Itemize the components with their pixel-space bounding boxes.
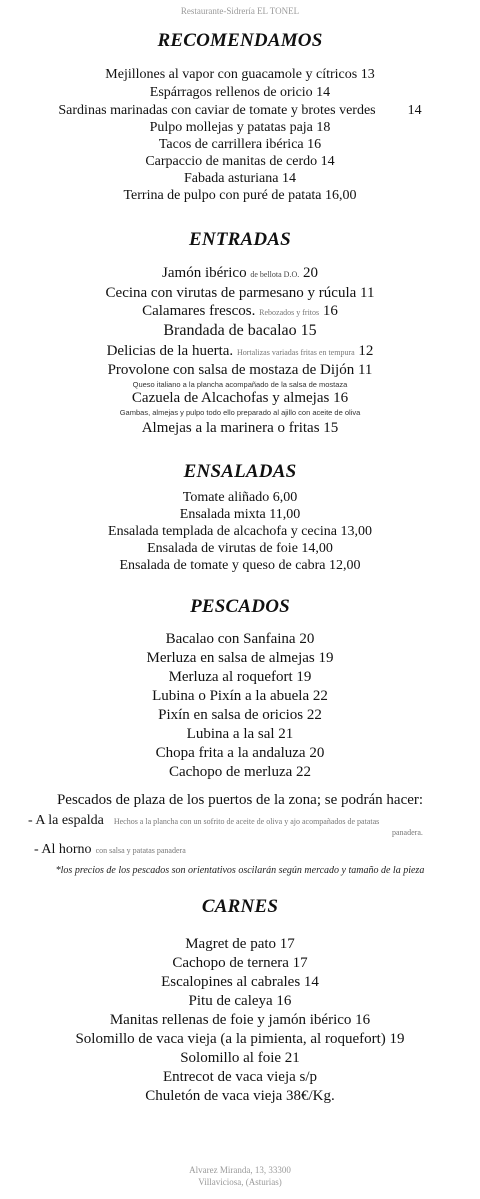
menu-item-calamares xyxy=(0,303,480,320)
section-title-ensaladas: ENSALADAS xyxy=(183,461,297,482)
menu-item: Lubina a la sal 21 xyxy=(186,726,294,742)
menu-item: Merluza al roquefort 19 xyxy=(168,669,312,685)
menu-item-name: Calamares frescos. xyxy=(142,303,256,319)
preparation-note: con salsa y patatas panadera xyxy=(95,846,186,855)
menu-item: Provolone con salsa de mostaza de Dijón 11 xyxy=(107,362,373,378)
menu-item: Terrina de pulpo con puré de patata 16,00 xyxy=(123,188,357,203)
menu-item: Espárragos rellenos de oricio 14 xyxy=(149,85,331,100)
menu-item: Cazuela de Alcachofas y almejas 16 xyxy=(131,390,349,406)
menu-item: Solomillo al foie 21 xyxy=(180,1050,300,1066)
menu-item: Pixín en salsa de oricios 22 xyxy=(158,707,322,723)
preparation-name: - Al horno xyxy=(34,842,92,857)
pescados-horno-line xyxy=(34,840,186,858)
menu-item: Manitas rellenas de foie y jamón ibérico 16 xyxy=(109,1012,371,1028)
menu-item: Tomate aliñado 6,00 xyxy=(182,490,298,505)
menu-item: Cachopo de merluza 22 xyxy=(168,764,312,780)
menu-item: Escalopines al cabrales 14 xyxy=(161,974,319,990)
menu-item-name: Jamón ibérico xyxy=(162,265,247,281)
menu-item: Entrecot de vaca vieja s/p xyxy=(162,1069,318,1085)
pescados-espalda-line xyxy=(28,811,379,829)
menu-item-name: Delicias de la huerta. xyxy=(106,343,234,359)
menu-item: Merluza en salsa de almejas 19 xyxy=(146,650,334,666)
menu-item-note: Hortalizas variadas fritas en tempura xyxy=(236,348,355,357)
menu-item: Chuletón de vaca vieja 38€/Kg. xyxy=(145,1088,335,1104)
menu-item-price: 12 xyxy=(358,343,374,359)
menu-item: Mejillones al vapor con guacamole y cítricos 13 xyxy=(105,67,375,82)
menu-item-price: 14 xyxy=(407,103,422,118)
menu-item: Ensalada de virutas de foie 14,00 xyxy=(147,541,333,556)
menu-item-note: de bellota D.O. xyxy=(250,270,300,279)
menu-item-price: 16 xyxy=(322,303,338,319)
menu-item: Chopa frita a la andaluza 20 xyxy=(155,745,325,761)
menu-item-price: 20 xyxy=(302,265,318,281)
preparation-note-cont: panadera. xyxy=(392,828,423,837)
menu-item-note: Rebozados y fritos xyxy=(259,308,320,317)
pescados-plaza-heading: Pescados de plaza de los puertos de la zona; se podrán hacer: xyxy=(56,792,424,808)
menu-item: Ensalada templada de alcachofa y cecina 13,00 xyxy=(108,524,372,539)
menu-item: Brandada de bacalao 15 xyxy=(163,322,317,339)
menu-item: Cachopo de ternera 17 xyxy=(172,955,308,971)
menu-item: Pitu de caleya 16 xyxy=(188,993,292,1009)
footer-address: Alvarez Miranda, 13, 33300 xyxy=(189,1165,291,1175)
menu-item: Almejas a la marinera o fritas 15 xyxy=(141,420,339,436)
menu-item: Bacalao con Sanfaina 20 xyxy=(165,631,315,647)
section-title-pescados: PESCADOS xyxy=(190,596,290,617)
section-title-entradas: ENTRADAS xyxy=(189,229,291,250)
menu-item: Carpaccio de manitas de cerdo 14 xyxy=(145,154,335,169)
menu-item: Pulpo mollejas y patatas paja 18 xyxy=(149,120,331,135)
menu-item-delicias xyxy=(0,343,480,360)
menu-item-name: Sardinas marinadas con caviar de tomate y brotes verdes xyxy=(58,103,376,118)
preparation-note: Hechos a la plancha con un sofrito de aceite de oliva y ajo acompañados de patatas xyxy=(113,817,380,826)
menu-item: Ensalada de tomate y queso de cabra 12,00 xyxy=(119,558,361,573)
menu-item: Fabada asturiana 14 xyxy=(184,171,296,186)
section-title-recomendamos: RECOMENDAMOS xyxy=(157,30,323,51)
menu-item-sardinas xyxy=(0,103,480,119)
section-title-carnes: CARNES xyxy=(201,896,279,917)
menu-item: Tacos de carrillera ibérica 16 xyxy=(158,137,322,152)
footer-city: Villaviciosa, (Asturias) xyxy=(198,1177,282,1187)
precios-disclaimer: *los precios de los pescados son orientativos oscilarán según mercado y tamaño de la pieza xyxy=(55,865,425,876)
menu-item: Cecina con virutas de parmesano y rúcula 11 xyxy=(105,285,375,301)
menu-item-description: Queso italiano a la plancha acompañado de la salsa de mostaza xyxy=(132,380,348,389)
menu-item: Magret de pato 17 xyxy=(185,936,295,952)
preparation-name: - A la espalda xyxy=(28,813,104,828)
restaurant-header: Restaurante-Sidrería EL TONEL xyxy=(180,6,300,16)
menu-item: Solomillo de vaca vieja (a la pimienta, al roquefort) 19 xyxy=(75,1031,405,1047)
menu-item: Lubina o Pixín a la abuela 22 xyxy=(152,688,328,704)
menu-item-jamon xyxy=(0,265,480,282)
menu-item-description: Gambas, almejas y pulpo todo ello preparado al ajillo con aceite de oliva xyxy=(119,408,361,417)
menu-item: Ensalada mixta 11,00 xyxy=(179,507,301,522)
